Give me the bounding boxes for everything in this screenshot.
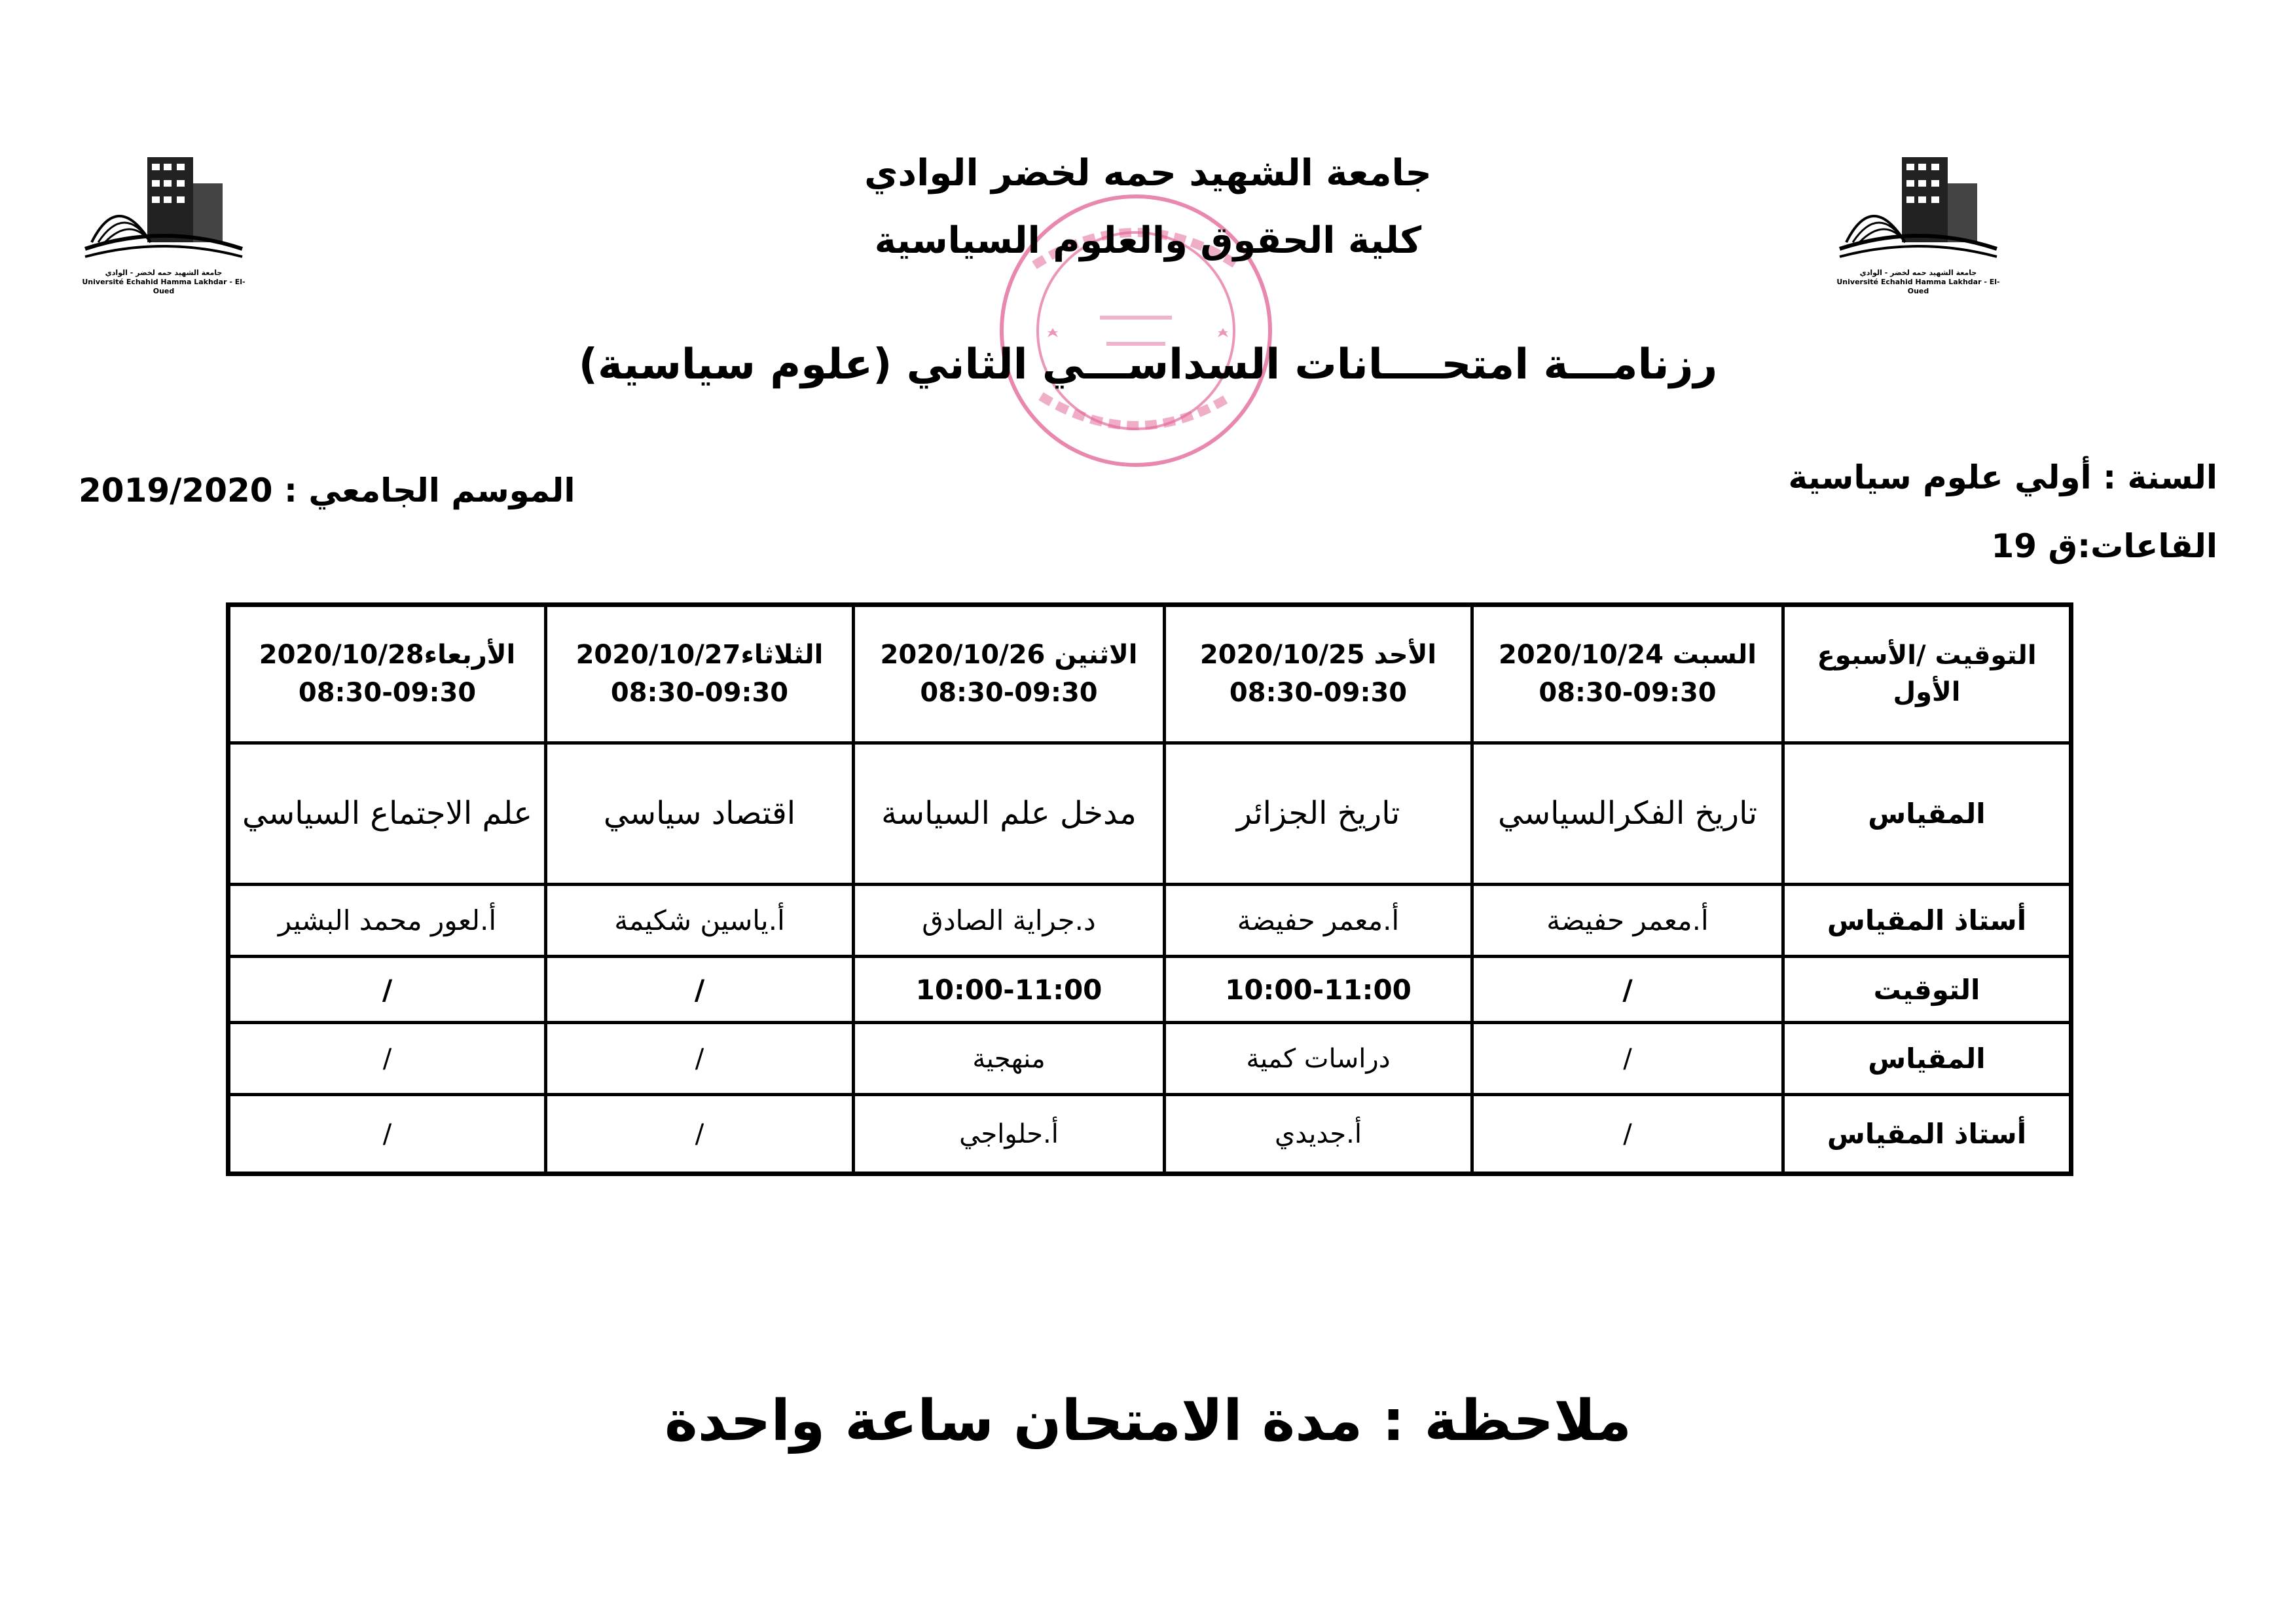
table-cell: / — [546, 957, 854, 1022]
table-cell: أ.معمر حفيضة — [1472, 884, 1783, 957]
table-cell: منهجية — [854, 1022, 1165, 1095]
table-cell: تاريخ الجزائر — [1165, 743, 1472, 884]
row-label-cell: المقياس — [1783, 743, 2071, 884]
exam-duration-note: ملاحظة : مدة الامتحان ساعة واحدة — [665, 1388, 1631, 1454]
academic-year-label: السنة : أولي علوم سياسية — [1788, 458, 2217, 496]
table-row — [228, 957, 2071, 1022]
row-label-cell: أستاذ المقياس — [1783, 1095, 2071, 1174]
table-cell: 10:00-11:00 — [1165, 957, 1472, 1022]
table-cell: تاريخ الفكرالسياسي — [1472, 743, 1783, 884]
table-cell: اقتصاد سياسي — [546, 743, 854, 884]
table-cell: مدخل علم السياسة — [854, 743, 1165, 884]
table-header-row — [228, 605, 2071, 743]
table-row — [228, 884, 2071, 957]
table-cell: د.جراية الصادق — [854, 884, 1165, 957]
logo-caption: جامعة الشهيد حمه لخضر - الوادي Université Echahid Hamma Lakhdar - El-Oued — [82, 268, 246, 295]
table-cell: / — [546, 1095, 854, 1174]
table-row — [228, 1095, 2071, 1174]
table-cell: / — [1472, 1095, 1783, 1174]
table-cell: / — [228, 1022, 546, 1095]
university-name: جامعة الشهيد حمه لخضر الوادي — [864, 152, 1432, 194]
table-cell: أ.ياسين شكيمة — [546, 884, 854, 957]
table-cell: أ.معمر حفيضة — [1165, 884, 1472, 957]
exam-schedule-table — [226, 602, 2073, 1176]
row-label-cell: أستاذ المقياس — [1783, 884, 2071, 957]
day-header-cell: السبت 2020/10/24 08:30-09:30 — [1472, 605, 1783, 743]
day-header-cell: الاثنين 2020/10/26 08:30-09:30 — [854, 605, 1165, 743]
day-header-cell: الأحد 2020/10/25 08:30-09:30 — [1165, 605, 1472, 743]
row-label-cell: المقياس — [1783, 1022, 2071, 1095]
rooms-label: القاعات:ق 19 — [1991, 527, 2217, 565]
page-title: رزنامـــة امتحــــانات السداســـي الثاني (علوم سياسية) — [578, 341, 1718, 389]
academic-season-label: الموسم الجامعي : 2019/2020 — [79, 471, 575, 509]
logo-caption: جامعة الشهيد حمه لخضر - الوادي Université Echahid Hamma Lakhdar - El-Oued — [1836, 268, 2000, 295]
table-cell: / — [228, 1095, 546, 1174]
table-cell: أ.لعور محمد البشير — [228, 884, 546, 957]
table-cell: / — [546, 1022, 854, 1095]
row-label-cell: التوقيت — [1783, 957, 2071, 1022]
day-header-cell: الأربعاء2020/10/28 08:30-09:30 — [228, 605, 546, 743]
faculty-name: كلية الحقوق والعلوم السياسية — [874, 219, 1422, 262]
table-cell: أ.حلواجي — [854, 1095, 1165, 1174]
table-cell: دراسات كمية — [1165, 1022, 1472, 1095]
table-cell: 10:00-11:00 — [854, 957, 1165, 1022]
corner-header-cell: التوقيت /الأسبوع الأول — [1783, 605, 2071, 743]
table-cell: / — [1472, 1022, 1783, 1095]
table-row — [228, 743, 2071, 884]
day-header-cell: الثلاثاء2020/10/27 08:30-09:30 — [546, 605, 854, 743]
table-cell: / — [1472, 957, 1783, 1022]
table-cell: / — [228, 957, 546, 1022]
table-row — [228, 1022, 2071, 1095]
table-cell: أ.جديدي — [1165, 1095, 1472, 1174]
table-cell: علم الاجتماع السياسي — [228, 743, 546, 884]
